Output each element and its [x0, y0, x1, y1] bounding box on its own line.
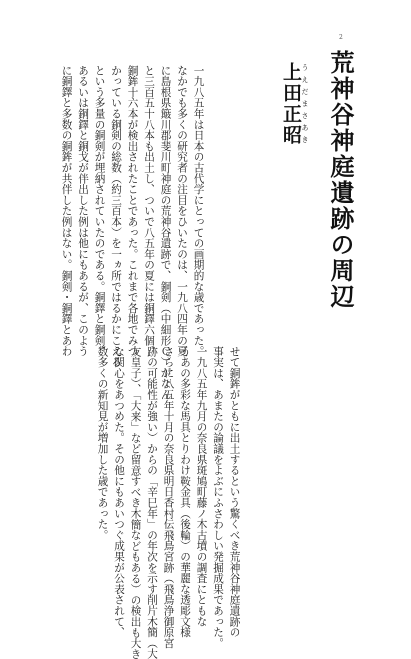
author-ruby: うえだまさあき [301, 62, 309, 146]
body-line: な関心をあつめた。その他にもあいつぐ成果が公表されて、 [113, 346, 125, 638]
body-line: あるいは銅鐸と銅戈が伴出した例は他にもあるが、このよう [77, 65, 89, 357]
article-body-bottom [94, 346, 243, 659]
author-name [280, 62, 309, 146]
author-name-text: 上田正昭 [280, 62, 302, 146]
body-line: 一九八五年九月の奈良県斑鳩町藤ノ木古墳の調査にともな [195, 346, 208, 627]
body-line: 事実は、あまたの論議をよぶにふさわしい発掘成果であった。 [212, 346, 224, 649]
body-line: なかでも多くの研究者の注目をひいたのは、一九八四年の夏 [176, 65, 188, 357]
body-line: 銅鉾十六本が検出されたことであった。これまで各地でみつ [126, 65, 139, 357]
body-line: かっている銅剣の総数（約三百本）を一ヵ所ではるかにこえる [110, 65, 122, 368]
body-line: という多量の銅剣が埋納されていたのである。銅鐸と銅剣、 [93, 65, 106, 357]
body-line: 一九八五年は日本の古代学にとっての画期的な歳であった。 [192, 65, 205, 357]
body-line: と三百五十八本も出土し、ついで八五年の夏には銅鐸六個、 [143, 65, 155, 357]
article-body-top [58, 65, 207, 400]
body-line: せて銅鉾がともに出土するという驚くべき荒神谷神庭遺跡の [228, 346, 241, 638]
body-line: うあの多彩な馬具とりわけ鞍金具（後輪）の華麗な透彫文様 [179, 346, 191, 638]
page-title: 荒神谷神庭遺跡の周辺 [326, 50, 355, 310]
page-number: 2 [339, 34, 343, 41]
author-byline [278, 62, 309, 146]
body-line: 友皇子）、「大来」など留意すべき木簡などもある）の検出も大き [129, 346, 142, 659]
body-line: に島根県簸川郡斐川町神庭の荒神谷遺跡で、銅剣（中細形Ｃ）がなん [159, 65, 172, 400]
body-line: に銅鐸と多数の銅鉾が共伴した例はない。銅剣・銅鐸とあわ [60, 65, 73, 357]
body-line: さらに八五年十月の奈良県明日香村伝飛鳥宮跡（飛鳥浄御原宮 [162, 346, 175, 649]
body-line: 跡の可能性が強い）からの「辛巳年」の年次を示す削片木簡（大 [146, 346, 158, 659]
body-line: 数多くの新知見が増加した歳であった。 [96, 346, 109, 541]
